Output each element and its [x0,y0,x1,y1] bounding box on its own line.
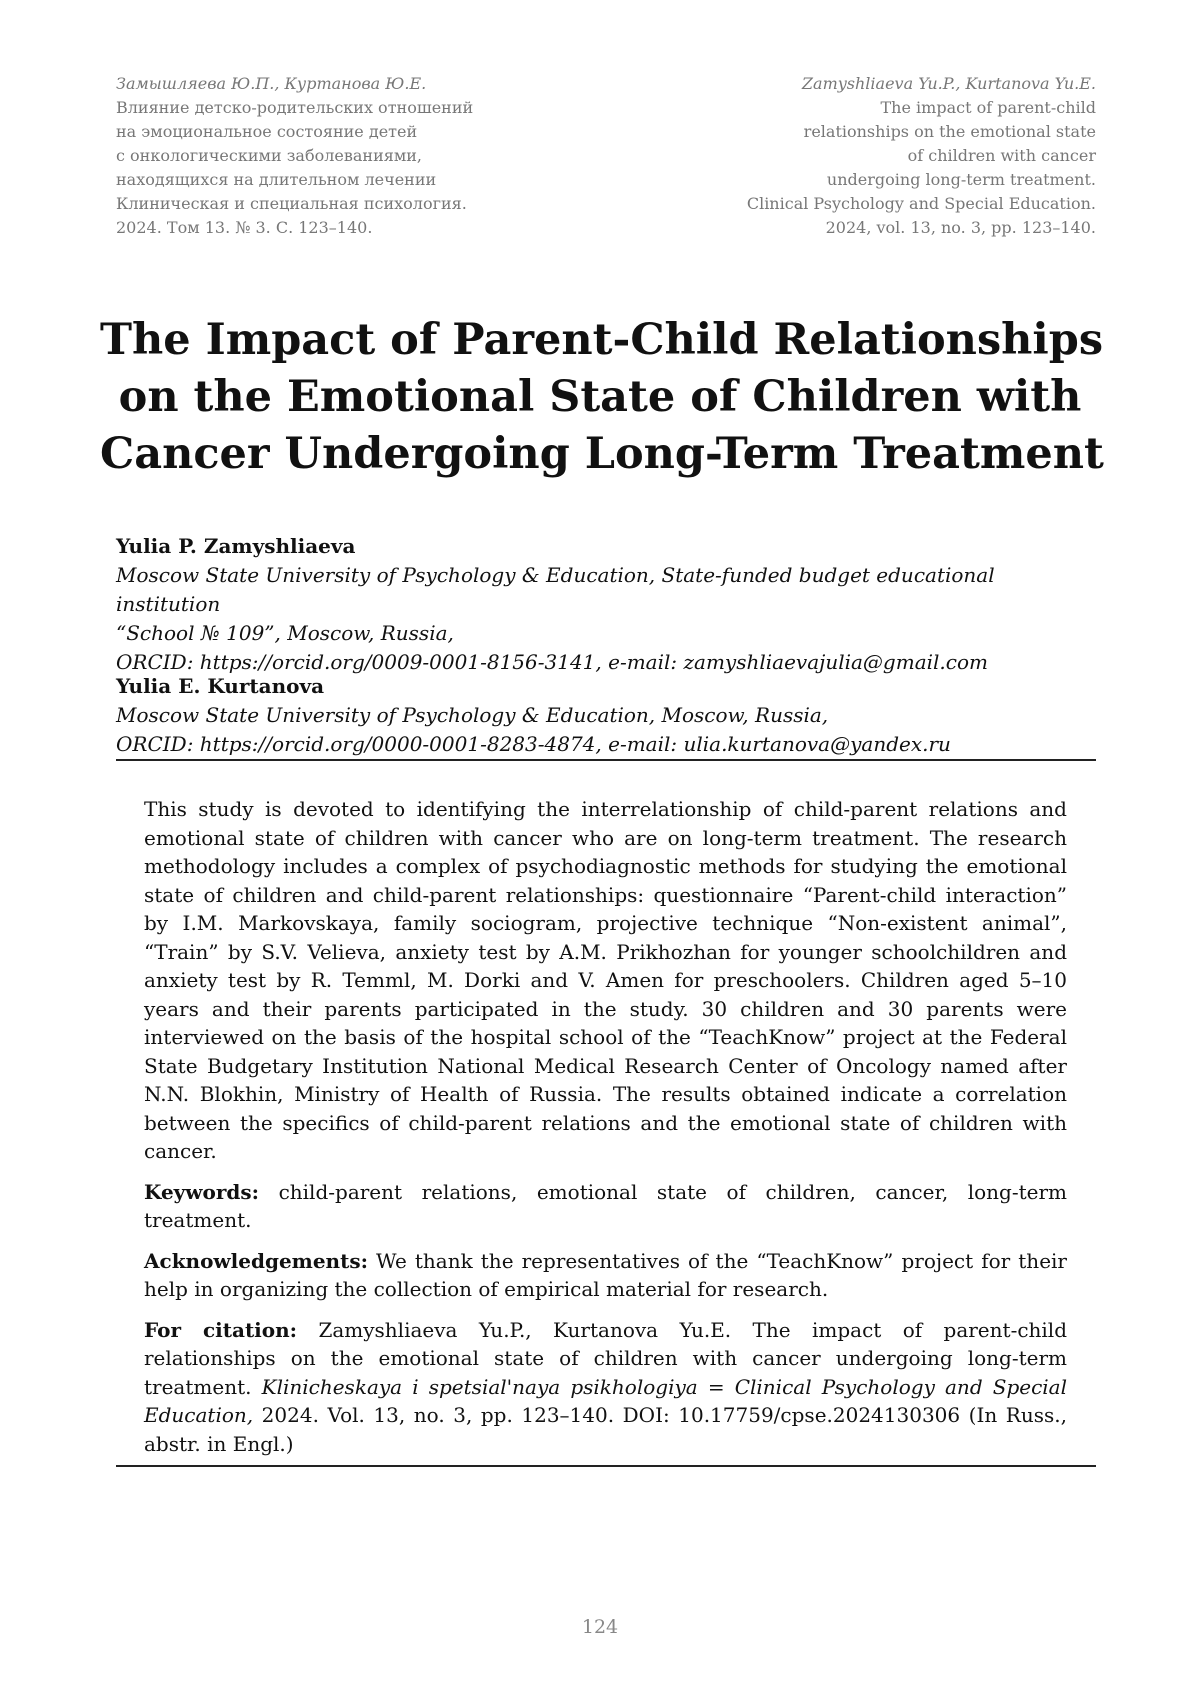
author-orcid-email: ORCID: https://orcid.org/0000-0001-8283-4874, e-mail: ulia.kurtanova@yandex.ru [116,732,951,756]
running-head-line: Клиническая и специальная психология. [116,194,467,213]
running-head-russian [116,72,473,240]
author-block [116,672,1100,759]
author-block [116,532,1100,677]
author-name: Yulia E. Kurtanova [116,674,325,698]
article-title [100,312,1104,483]
citation-journal: Klinicheskaya i spetsial'naya psikhologiya = Clinical Psychology and Special Education, [144,1374,1068,1427]
running-head-line: undergoing long-term treatment. [826,170,1096,189]
citation-text: Zamyshliaeva Yu.P., Kurtanova Yu.E. The impact of parent-child relationships on the emotional state of children with cancer undergoing long-term treatment. [144,1317,1067,1399]
divider-top [116,759,1096,761]
keywords-label: Keywords: [144,1179,260,1204]
author-affiliation: Moscow State University of Psychology & Education, State-funded budget educational institution [116,563,995,616]
running-head-line: Clinical Psychology and Special Education. [746,194,1096,213]
author-orcid-email: ORCID: https://orcid.org/0009-0001-8156-3141, e-mail: zamyshliaevajulia@gmail.com [116,650,988,674]
citation-details: 2024. Vol. 13, no. 3, pp. 123–140. DOI: 10.17759/cpse.2024130306 (In Russ., abstr. in Engl.) [144,1403,1067,1456]
running-head-line: на эмоциональное состояние детей [116,122,418,141]
author-affiliation: Moscow State University of Psychology & Education, Moscow, Russia, [116,703,829,727]
divider-bottom [116,1465,1096,1467]
running-head [116,72,1096,240]
running-head-line: 2024, vol. 13, no. 3, pp. 123–140. [825,218,1096,237]
running-head-line: of children with cancer [907,146,1096,165]
acknowledgements-paragraph [144,1247,1067,1304]
keywords-paragraph [144,1178,1067,1235]
citation-paragraph [144,1316,1067,1459]
title-line: The Impact of Parent-Child Relationships [100,315,1104,365]
title-line: Cancer Undergoing Long-Term Treatment [100,429,1104,479]
title-line: on the Emotional State of Children with [118,372,1082,422]
author-affiliation: “School № 109”, Moscow, Russia, [116,621,454,645]
running-head-english [747,72,1096,240]
running-head-line: находящихся на длительном лечении [116,170,437,189]
keywords-text: child-parent relations, emotional state of children, cancer, long-term treatment. [144,1179,1068,1232]
running-head-line: Влияние детско-родительских отношений [116,98,474,117]
running-head-line: The impact of parent-child [880,98,1096,117]
citation-label: For citation: [144,1317,298,1342]
page-number: 124 [581,1616,619,1638]
running-head-authors-en: Zamyshliaeva Yu.P., Kurtanova Yu.E. [801,74,1096,93]
running-head-authors-ru: Замышляева Ю.П., Куртанова Ю.Е. [116,74,427,93]
abstract-text: This study is devoted to identifying the interrelationship of child-parent relations and emotional state of children with cancer who are on long-term treatment. The research methodology includes a complex of psychodiagnostic methods for studying the emotional state of children and child-parent relationships: questionnaire “Parent-child interaction” by I.M. Markovskaya, family sociogram, projective technique “Non-existent animal”, “Train” by S.V. Velieva, anxiety test by A.M. Prikhozhan for younger schoolchildren and anxiety test by R. Temml, M. Dorki and V. Amen for preschoolers. Children aged 5–10 years and their parents participated in the study. 30 children and 30 parents were interviewed on the basis of the hospital school of the “TeachKnow” project at the Federal State Budgetary Institution National Medical Research Center of Oncology named after N.N. Blokhin, Ministry of Health of Russia. The results obtained indicate a correlation between the specifics of child-parent relations and the emotional state of children with cancer. [144,797,1067,1163]
author-name: Yulia P. Zamyshliaeva [116,534,356,558]
acknowledgements-label: Acknowledgements: [144,1248,368,1273]
running-head-line: с онкологическими заболеваниями, [116,146,423,165]
abstract-section [144,795,1067,1470]
running-head-line: 2024. Том 13. № 3. С. 123–140. [116,218,373,237]
running-head-line: relationships on the emotional state [803,122,1096,141]
acknowledgements-text: We thank the representatives of the “TeachKnow” project for their help in organizing the collection of empirical material for research. [144,1248,1067,1301]
